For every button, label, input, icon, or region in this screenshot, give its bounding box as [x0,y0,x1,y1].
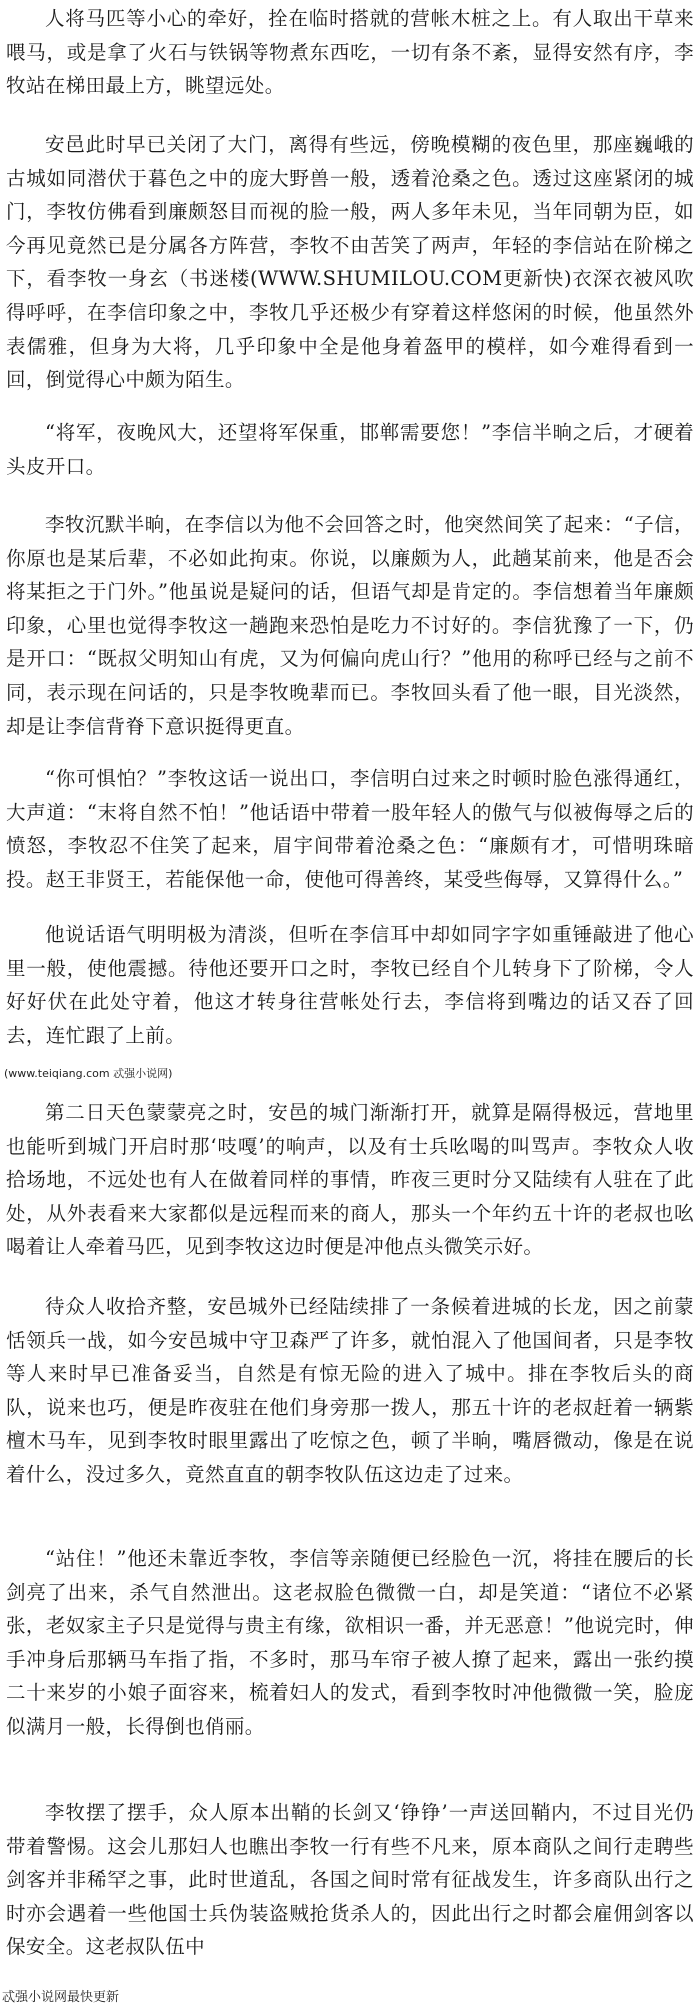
paragraph-8: 待众人收拾齐整，安邑城外已经陆续排了一条候着进城的长龙，因之前蒙恬领兵一战，如今安邑城中守卫森严了许多，就怕混入了他国间者，只是李牧等人来时早已准备妥当，自然是有惊无险的进入了城中。排在李牧后头的商队，说来也巧，便是昨夜驻在他们身旁那一拨人，那五十许的老叔赶着一辆紫檀木马车，见到李牧时眼里露出了吃惊之色，顿了半晌，嘴唇微动，像是在说着什么，没过多久，竟然直直的朝李牧队伍这边走了过来。 [6,1295,694,1486]
paragraph-2: 安邑此时早已关闭了大门，离得有些远，傍晚模糊的夜色里，那座巍峨的古城如同潜伏于暮色之中的庞大野兽一般，透着沧桑之色。透过这座紧闭的城门，李牧仿佛看到廉颇怒目而视的脸一般，两人多年未见，当年同朝为臣，如今再见竟然已是分属各方阵营，李牧不由苦笑了两声，年轻的李信站在阶梯之下，看李牧一身玄（书迷楼(WWW.SHUMILOU.COM更新快)衣深衣被风吹得呼呼，在李信印象之中，李牧几乎还极少有穿着这样悠闲的时候，他虽然外表儒雅，但身为大将，几乎印象中全是他身着盔甲的模样，如今难得看到一回，倒觉得心中颇为陌生。 [6,133,694,392]
paragraph-1: 人将马匹等小心的牵好，拴在临时搭就的营帐木桩之上。有人取出干草来喂马，或是拿了火石与铁锅等物煮东西吃，一切有条不紊，显得安然有序，李牧站在梯田最上方，眺望远处。 [6,7,694,98]
paragraph-10: 李牧摆了摆手，众人原本出鞘的长剑又‘铮铮’一声送回鞘内，不过目光仍带着警惕。这会儿那妇人也瞧出李牧一行有些不凡来，原本商队之间行走聘些剑客并非稀罕之事，此时世道乱，各国之间时常有征战发生，许多商队出行之时亦会遇着一些他国士兵伪装盗贼抢货杀人的，因此出行之时都会雇佣剑客以保安全。这老叔队伍中 [6,1801,694,1959]
paragraph-4: 李牧沉默半晌，在李信以为他不会回答之时，他突然间笑了起来：“子信，你原也是某后辈，不必如此拘束。你说，以廉颇为人，此趟某前来，他是否会将某拒之于门外。”他虽说是疑问的话，但语气却是肯定的。李信想着当年廉颇印象，心里也觉得李牧这一趟跑来恐怕是吃力不讨好的。李信犹豫了一下，仍是开口：“既叔父明知山有虎，又为何偏向虎山行？”他用的称呼已经与之前不同，表示现在问话的，只是李牧晚辈而已。李牧回头看了他一眼，目光淡然，却是让李信背脊下意识挺得更直。 [6,513,694,738]
paragraph-7: 第二日天色蒙蒙亮之时，安邑的城门渐渐打开，就算是隔得极远，营地里也能听到城门开启时那‘吱嘎’的响声，以及有士兵吆喝的叫骂声。李牧众人收拾场地，不远处也有人在做着同样的事情，昨夜三更时分又陆续有人驻在了此处，从外表看来大家都似是远程而来的商人，那头一个年约五十许的老叔也吆喝着让人牵着马匹，见到李牧这边时便是冲他点头微笑示好。 [6,1101,694,1259]
watermark-footer: 忒强小说网最快更新 [2,1990,120,2005]
paragraph-6: 他说话语气明明极为清淡，但听在李信耳中却如同字字如重锤敲进了他心里一般，使他震撼。待他还要开口之时，李牧已经自个儿转身下了阶梯，令人好好伏在此处守着，他这才转身往营帐处行去，李信将到嘴边的话又吞了回去，连忙跟了上前。 [6,923,694,1047]
paragraph-3: “将军，夜晚风大，还望将军保重，邯郸需要您！”李信半晌之后，才硬着头皮开口。 [6,421,694,478]
watermark-site-url: (www.teiqiang.com 忒强小说网) [4,1067,173,1080]
paragraph-5: “你可惧怕？”李牧这话一说出口，李信明白过来之时顿时脸色涨得通红，大声道：“末将自然不怕！”他话语中带着一股年轻人的傲气与似被侮辱之后的愤怒，李牧忍不住笑了起来，眉宇间带着沧桑之色：“廉颇有才，可惜明珠暗投。赵王非贤王，若能保他一命，使他可得善终，某受些侮辱，又算得什么。” [6,767,694,891]
paragraph-9: “站住！”他还未靠近李牧，李信等亲随便已经脸色一沉，将挂在腰后的长剑亮了出来，杀气自然泄出。这老叔脸色微微一白，却是笑道：“诸位不必紧张，老奴家主子只是觉得与贵主有缘，欲相识一番，并无恶意！”他说完时，伸手冲身后那辆马车指了指，不多时，那马车帘子被人撩了起来，露出一张约摸二十来岁的小娘子面容来，梳着妇人的发式，看到李牧时冲他微微一笑，脸庞似满月一般，长得倒也俏丽。 [6,1547,694,1738]
